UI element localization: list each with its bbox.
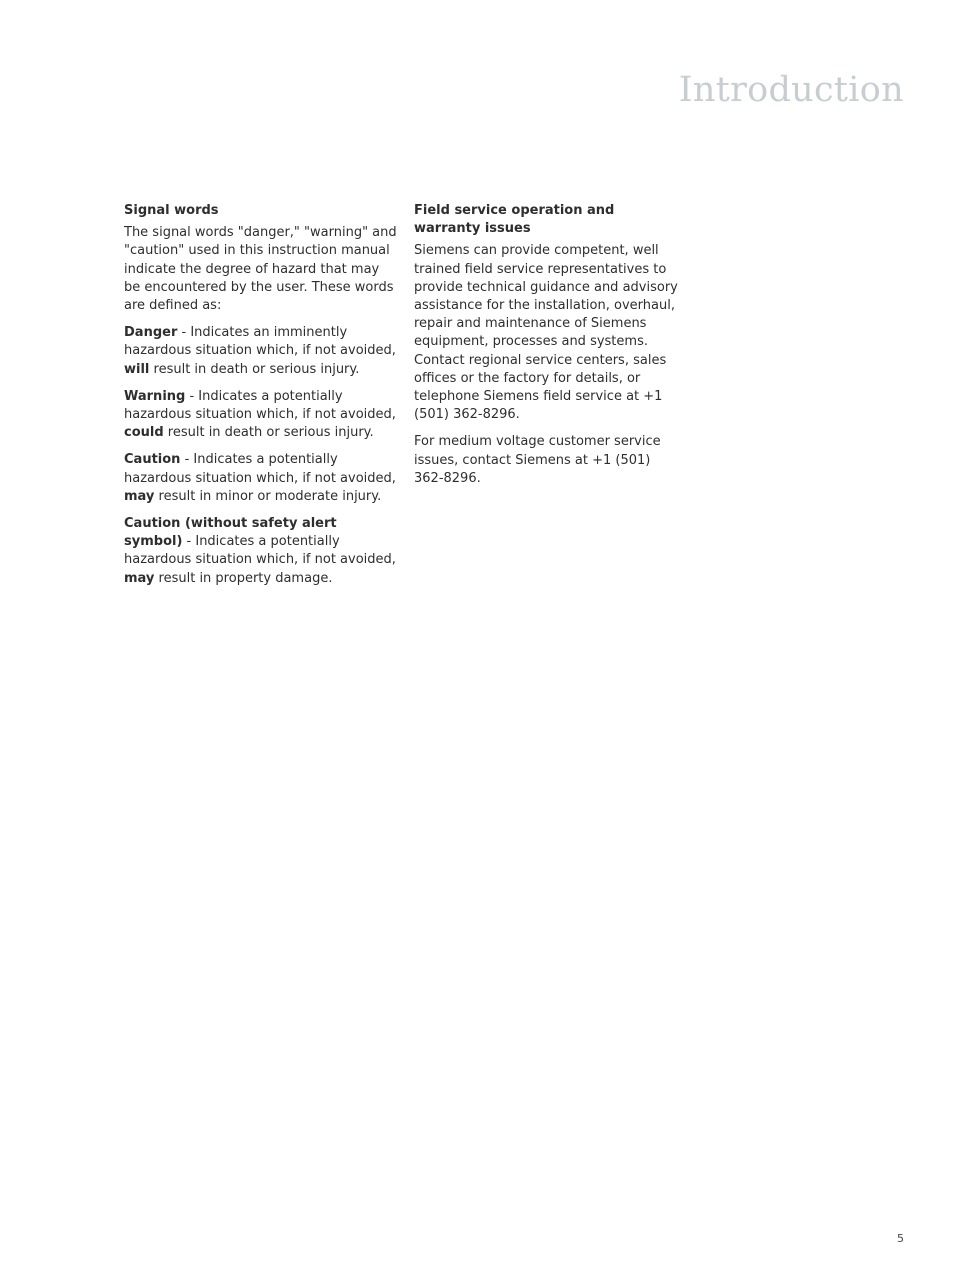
caution-term: Caution xyxy=(124,452,181,468)
warning-term: Warning xyxy=(124,388,186,404)
caution-text-post: result in minor or moderate injury. xyxy=(154,488,382,504)
caution-no-symbol-text-post: result in property damage. xyxy=(154,570,333,586)
page-number: 5 xyxy=(897,1232,904,1245)
warning-emphasis: could xyxy=(124,425,164,441)
warning-text-post: result in death or serious injury. xyxy=(163,425,374,441)
page-title: Introduction xyxy=(678,70,904,110)
danger-text-post: result in death or serious injury. xyxy=(149,361,360,377)
danger-definition xyxy=(124,324,398,379)
field-service-paragraph: Siemens can provide competent, well trained field service representatives to provide technical guidance and advisory assistance for the installation, overhaul, repair and maintenance of Siemens equipment, processes and systems. Contact regional service centers, sales offices or the factory for details, or telephone Siemens field service at +1 (501) 362-8296. xyxy=(414,243,678,423)
danger-text-pre: - Indicates an imminently hazardous situation which, if not avoided, xyxy=(124,325,396,359)
signal-words-heading: Signal words xyxy=(124,203,219,218)
caution-no-symbol-term: Caution (without safety alert symbol) xyxy=(124,516,337,550)
caution-definition xyxy=(124,451,398,506)
signal-words-intro: The signal words "danger," "warning" and "caution" used in this instruction manual indicate the degree of hazard that may be encountered by the user. These words are defined as: xyxy=(124,225,397,314)
danger-emphasis: will xyxy=(124,361,150,377)
signal-words-section xyxy=(124,202,398,597)
caution-no-symbol-definition xyxy=(124,515,398,588)
warning-definition xyxy=(124,388,398,443)
field-service-section xyxy=(414,202,678,497)
warning-text-pre: - Indicates a potentially hazardous situation which, if not avoided, xyxy=(124,388,396,423)
danger-term: Danger xyxy=(124,325,178,341)
caution-no-symbol-text-pre: - Indicates a potentially hazardous situation which, if not avoided, xyxy=(124,534,396,568)
field-service-heading: Field service operation and warranty issues xyxy=(414,203,615,237)
customer-service-paragraph: For medium voltage customer service issues, contact Siemens at +1 (501) 362-8296. xyxy=(414,434,661,486)
caution-no-symbol-emphasis: may xyxy=(124,570,155,586)
caution-text-pre: - Indicates a potentially hazardous situation which, if not avoided, xyxy=(124,452,396,486)
caution-emphasis: may xyxy=(124,488,155,504)
